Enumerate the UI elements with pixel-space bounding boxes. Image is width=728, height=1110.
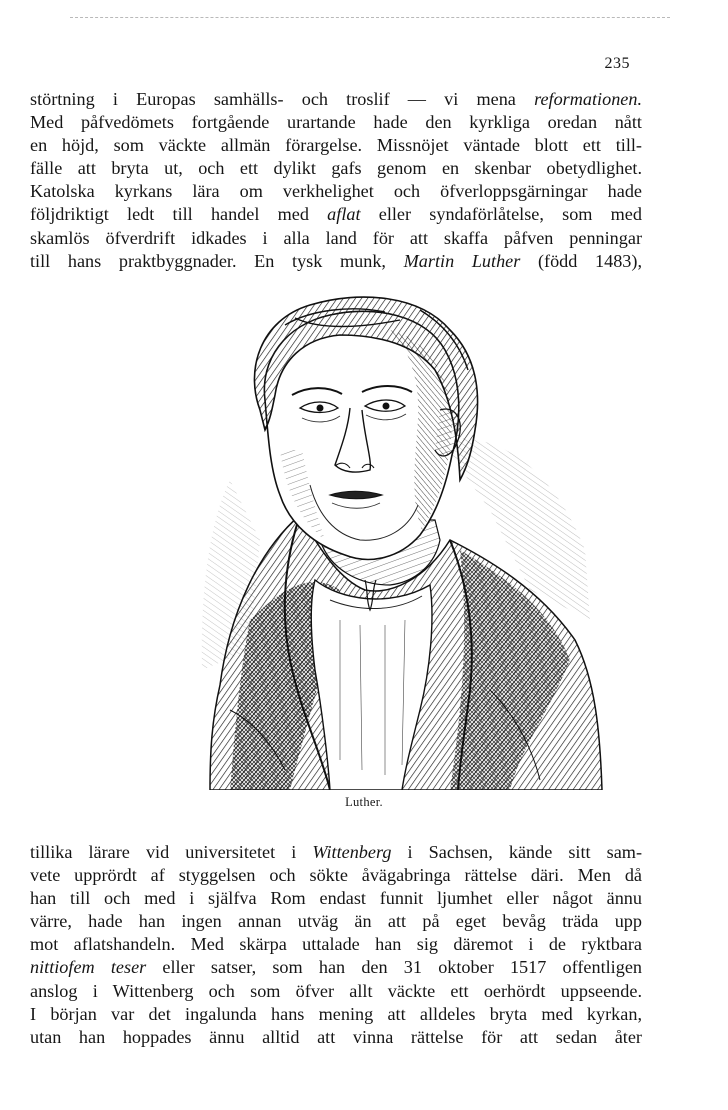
luther-portrait-illustration xyxy=(190,290,610,790)
text-line: Katolska kyrkans lära om verkhelighet och öfverloppsgärningar hade xyxy=(30,181,642,202)
text-line: han till och med i själfva Rom endast funnit ljumhet eller något ännu xyxy=(30,888,642,909)
page-number: 235 xyxy=(604,55,630,72)
text-block-top xyxy=(30,88,642,273)
text-line: nittiofem teser eller satser, som han den 31 oktober 1517 offentligen xyxy=(30,957,642,978)
text-line: vete upprördt af styggelsen och sökte åvägabringa rättelse däri. Men då xyxy=(30,865,642,886)
text-line: anslog i Wittenberg och som öfver allt väckte ett oerhördt uppseende. xyxy=(30,980,642,1001)
text-line: Med påfvedömets fortgående urartande hade den kyrkliga oredan nått xyxy=(30,112,642,133)
text-line: fälle att bryta ut, och ett dylikt gafs genom en skenbar obetydlighet. xyxy=(30,158,642,179)
top-rule xyxy=(70,17,670,18)
text-line: till hans praktbyggnader. En tysk munk, Martin Luther (född 1483), xyxy=(30,250,643,271)
text-line: tillika lärare vid universitetet i Wittenberg i Sachsen, kände sitt sam- xyxy=(30,842,642,862)
text-line: störtning i Europas samhälls- och troslif — vi mena reformationen. xyxy=(30,89,642,109)
text-line: värre, hade han ingen annan utväg än att på eget bevåg träda upp xyxy=(30,911,642,932)
text-line: följdriktigt ledt till handel med aflat eller syndaförlåtelse, som med xyxy=(30,204,642,225)
text-line: I början var det ingalunda hans mening att alldeles bryta med kyrkan, xyxy=(30,1003,642,1024)
text-line: en höjd, som väckte allmän förargelse. Missnöjet väntade blott ett till- xyxy=(30,135,642,156)
text-line: skamlös öfverdrift idkades i alla land för att skaffa påfven penningar xyxy=(30,227,642,248)
text-block-bottom xyxy=(30,841,642,1049)
figure-caption: Luther. xyxy=(345,795,383,809)
text-line: utan han hoppades ännu alltid att vinna rättelse för att sedan åter xyxy=(30,1026,642,1047)
text-line: mot aflatshandeln. Med skärpa uttalade han sig däremot i de ryktbara xyxy=(30,934,642,955)
